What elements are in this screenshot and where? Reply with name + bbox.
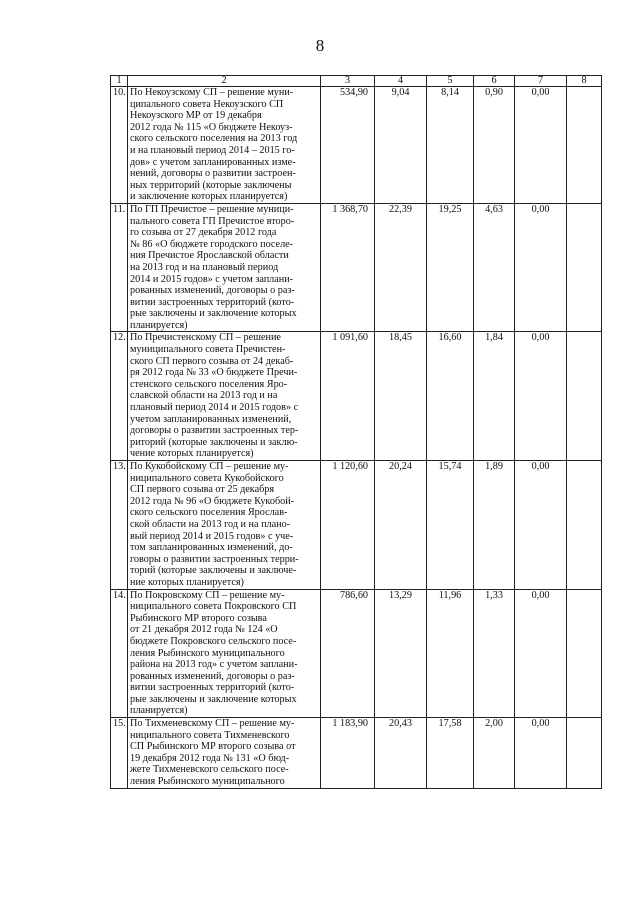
- description-line: ниципального совета Тихменевского: [130, 729, 290, 741]
- description-line: По Кукобойскому СП – решение му-: [130, 461, 289, 472]
- description-line: ния Пречистое Ярославской области: [130, 250, 289, 262]
- value-cell-col6: 1,84: [474, 332, 515, 461]
- value-cell-col4: 13,29: [375, 589, 427, 718]
- description-line: рые заключены и заключение которых: [130, 693, 297, 705]
- value-cell-col7: 0,00: [515, 332, 567, 461]
- value-cell-col6: 2,00: [474, 718, 515, 789]
- description-line: говоры о развитии застроенных терри-: [130, 553, 299, 565]
- description-line: стенского сельского поселения Яро-: [130, 378, 288, 390]
- description-line: славской области на 2013 год и на: [130, 390, 278, 402]
- row-number-cell: 12.: [111, 332, 128, 461]
- table-row: [111, 203, 602, 332]
- value-cell-col7: 0,00: [515, 87, 567, 204]
- description-line: ниципального совета Кукобойского: [130, 472, 284, 484]
- budget-table: [110, 75, 602, 789]
- description-line: ние которых планируется): [130, 576, 244, 588]
- description-line: ря 2012 года № 33 «О бюджете Пречи-: [130, 367, 298, 379]
- description-line: ления Рыбинского муниципального: [130, 647, 285, 659]
- description-line: го созыва от 27 декабря 2012 года: [130, 227, 277, 239]
- row-number-cell: 14.: [111, 589, 128, 718]
- description-line: плановый период 2014 и 2015 годов» с: [130, 402, 299, 414]
- description-line: чение которых планируется): [130, 448, 254, 460]
- value-cell-col5: 15,74: [427, 461, 474, 590]
- header-cell: 1: [111, 76, 128, 87]
- description-line: учетом запланированных изменений,: [130, 413, 292, 425]
- table-row: [111, 87, 602, 204]
- row-number-cell: 11.: [111, 203, 128, 332]
- description-line: вый период 2014 и 2015 годов» с уче-: [130, 530, 294, 542]
- value-cell-col6: 1,89: [474, 461, 515, 590]
- description-line: 2012 года № 96 «О бюджете Кукобой-: [130, 495, 295, 507]
- description-line: ципального совета Некоузского СП: [130, 98, 284, 110]
- value-cell-col3: 1 183,90: [321, 718, 375, 789]
- description-line: бюджете Покровского сельского посе-: [130, 635, 297, 647]
- header-cell: 8: [567, 76, 602, 87]
- description-line: рованных изменений, договоры о раз-: [130, 670, 295, 682]
- value-cell-col5: 8,14: [427, 87, 474, 204]
- description-line: дов» с учетом запланированных изме-: [130, 156, 296, 168]
- description-line: витии застроенных территорий (кото-: [130, 682, 295, 694]
- value-cell-col7: 0,00: [515, 461, 567, 590]
- description-line: Рыбинского МР второго созыва: [130, 612, 267, 624]
- header-cell: 4: [375, 76, 427, 87]
- row-number-cell: 10.: [111, 87, 128, 204]
- description-cell: [128, 461, 321, 590]
- value-cell-col8: [567, 589, 602, 718]
- row-number-cell: 13.: [111, 461, 128, 590]
- description-line: и заключение которых планируется): [130, 191, 288, 203]
- description-cell: [128, 718, 321, 789]
- description-line: ской области на 2013 год и на плано-: [130, 518, 291, 530]
- value-cell-col3: 1 120,60: [321, 461, 375, 590]
- description-line: ского сельского поселения на 2013 год: [130, 133, 298, 145]
- description-line: планируется): [130, 319, 188, 331]
- description-line: рые заключены и заключение которых: [130, 308, 297, 320]
- description-line: планируется): [130, 705, 188, 717]
- table-body: [111, 76, 602, 789]
- row-number-cell: 15.: [111, 718, 128, 789]
- description-line: По Тихменевскому СП – решение му-: [130, 718, 295, 730]
- value-cell-col3: 1 091,60: [321, 332, 375, 461]
- value-cell-col5: 16,60: [427, 332, 474, 461]
- description-cell: [128, 589, 321, 718]
- description-line: ных территорий (которые заключены: [130, 179, 292, 191]
- description-line: ниципального совета Покровского СП: [130, 601, 297, 613]
- description-line: 2014 и 2015 годов» с учетом заплани-: [130, 273, 294, 285]
- value-cell-col4: 20,43: [375, 718, 427, 789]
- value-cell-col3: 1 368,70: [321, 203, 375, 332]
- value-cell-col7: 0,00: [515, 718, 567, 789]
- description-line: нений, договоры о развитии застроен-: [130, 168, 296, 180]
- description-line: По Пречистенскому СП – решение: [130, 332, 281, 344]
- value-cell-col6: 1,33: [474, 589, 515, 718]
- header-cell: 5: [427, 76, 474, 87]
- description-line: По Некоузскому СП – решение муни-: [130, 87, 294, 98]
- description-line: Некоузского МР от 19 декабря: [130, 110, 262, 122]
- description-line: и на плановый период 2014 – 2015 го-: [130, 144, 295, 156]
- value-cell-col7: 0,00: [515, 203, 567, 332]
- description-line: торий (которые заключены и заключе-: [130, 565, 297, 577]
- description-line: пального совета ГП Пречистое второ-: [130, 215, 295, 227]
- description-line: том запланированных изменений, до-: [130, 542, 293, 554]
- value-cell-col8: [567, 332, 602, 461]
- description-line: № 86 «О бюджете городского поселе-: [130, 238, 294, 250]
- value-cell-col8: [567, 87, 602, 204]
- description-line: рованных изменений, договоры о раз-: [130, 285, 295, 297]
- value-cell-col6: 4,63: [474, 203, 515, 332]
- value-cell-col4: 20,24: [375, 461, 427, 590]
- value-cell-col6: 0,90: [474, 87, 515, 204]
- table-row: [111, 589, 602, 718]
- header-cell: 3: [321, 76, 375, 87]
- description-line: По ГП Пречистое – решение муници-: [130, 203, 294, 215]
- description-line: района на 2013 год» с учетом заплани-: [130, 659, 298, 671]
- table-header-row: [111, 76, 602, 87]
- description-line: ского СП первого созыва от 24 декаб-: [130, 355, 294, 367]
- table-row: [111, 332, 602, 461]
- value-cell-col5: 19,25: [427, 203, 474, 332]
- description-line: договоры о развитии застроенных тер-: [130, 425, 299, 437]
- header-cell: 6: [474, 76, 515, 87]
- value-cell-col5: 17,58: [427, 718, 474, 789]
- value-cell-col4: 22,39: [375, 203, 427, 332]
- description-line: 19 декабря 2012 года № 131 «О бюд-: [130, 752, 290, 764]
- table-row: [111, 461, 602, 590]
- value-cell-col5: 11,96: [427, 589, 474, 718]
- value-cell-col4: 18,45: [375, 332, 427, 461]
- header-cell: 2: [128, 76, 321, 87]
- description-cell: [128, 203, 321, 332]
- description-cell: [128, 332, 321, 461]
- value-cell-col3: 786,60: [321, 589, 375, 718]
- value-cell-col4: 9,04: [375, 87, 427, 204]
- description-line: 2012 года № 115 «О бюджете Некоуз-: [130, 121, 293, 133]
- description-cell: [128, 87, 321, 204]
- description-line: от 21 декабря 2012 года № 124 «О: [130, 624, 278, 636]
- value-cell-col3: 534,90: [321, 87, 375, 204]
- description-line: ского сельского поселения Ярослав-: [130, 507, 288, 519]
- table-row: [111, 718, 602, 789]
- description-line: муниципального совета Пречистен-: [130, 344, 286, 356]
- page-number: 8: [315, 36, 325, 55]
- description-line: По Покровскому СП – решение му-: [130, 589, 285, 601]
- description-line: риторий (которые заключены и заклю-: [130, 436, 298, 448]
- header-cell: 7: [515, 76, 567, 87]
- description-line: ления Рыбинского муниципального: [130, 776, 285, 788]
- description-line: СП Рыбинского МР второго созыва от: [130, 741, 296, 753]
- value-cell-col8: [567, 718, 602, 789]
- description-line: жете Тихменевского сельского посе-: [130, 764, 289, 776]
- value-cell-col8: [567, 461, 602, 590]
- description-line: СП первого созыва от 25 декабря: [130, 484, 275, 496]
- value-cell-col8: [567, 203, 602, 332]
- description-line: на 2013 год и на плановый период: [130, 261, 279, 273]
- description-line: витии застроенных территорий (кото-: [130, 296, 295, 308]
- value-cell-col7: 0,00: [515, 589, 567, 718]
